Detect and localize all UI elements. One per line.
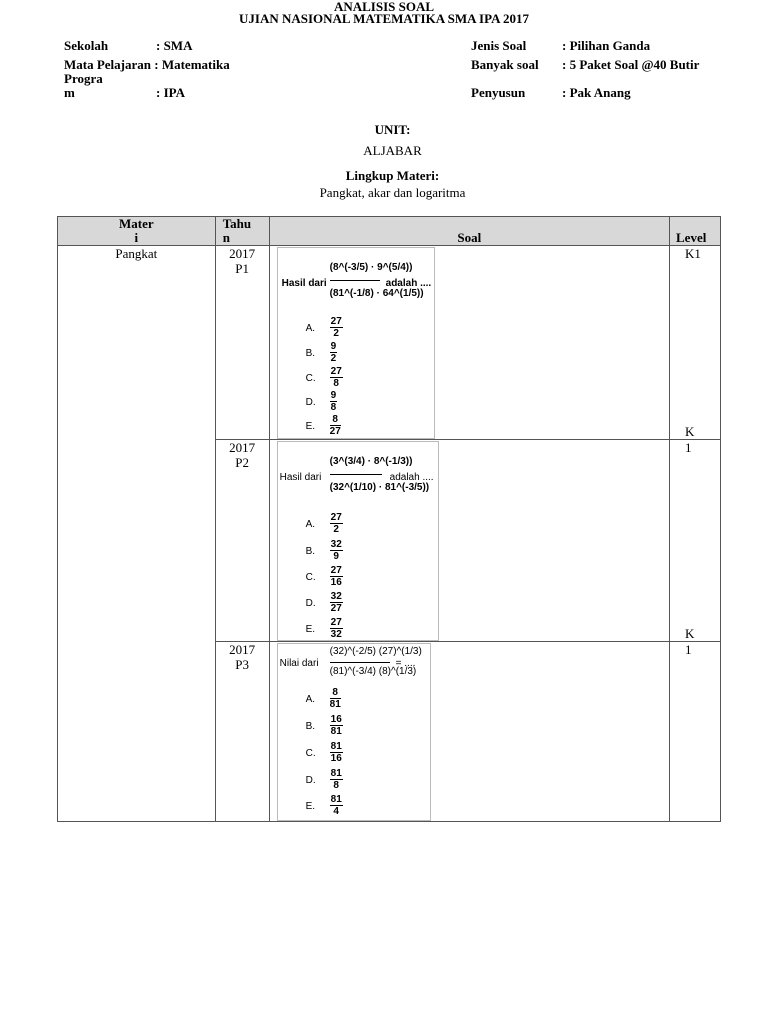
option-num: 27: [330, 565, 342, 576]
doc-subtitle: UJIAN NASIONAL MATEMATIKA SMA IPA 2017: [239, 11, 529, 26]
option-fraction: [330, 316, 343, 339]
tahun-cell: [215, 642, 269, 822]
lingkup-label: Lingkup Materi:: [345, 168, 440, 183]
option-num: 32: [330, 591, 342, 602]
paket-value: P2: [235, 455, 250, 470]
header-tahun-1: Tahu: [222, 216, 252, 231]
table-row: [58, 246, 721, 440]
level-value: 1: [685, 642, 692, 657]
tahun-value: 2017: [229, 642, 256, 657]
option-label: E.: [305, 624, 316, 635]
option-den: 27: [329, 426, 341, 437]
option-label: B.: [305, 721, 316, 732]
option-num: 8: [330, 414, 341, 426]
option-fraction: [330, 617, 343, 640]
option-den: 2: [333, 328, 339, 339]
option-label: E.: [305, 421, 316, 432]
jenis-label: Jenis Soal: [471, 38, 527, 53]
option-den: 16: [330, 577, 342, 588]
header-materi-1: Mater: [119, 216, 154, 231]
level-cell: [670, 246, 721, 440]
level-k-next: K: [685, 424, 695, 439]
option-num: 81: [330, 741, 342, 752]
option-num: 8: [330, 687, 341, 699]
option-num: 9: [330, 390, 337, 401]
option-label: A.: [305, 519, 316, 530]
tahun-value: 2017: [229, 440, 256, 455]
option-label: D.: [305, 775, 316, 786]
option-num: 27: [330, 617, 342, 628]
program-label-1: Progra: [64, 71, 103, 86]
level-value: 1: [685, 440, 692, 455]
option-label: B.: [305, 348, 316, 359]
option-num: 81: [330, 794, 342, 805]
question-numerator: (8^(-3/5) · 9^(5/4)): [329, 262, 413, 273]
header-level: Level: [670, 217, 721, 246]
mapel-label: Mata Pelajaran : Matematika: [64, 57, 230, 72]
option-den: 8: [330, 402, 337, 413]
option-den: 81: [330, 726, 342, 737]
option-num: 27: [330, 512, 342, 523]
tahun-cell: [215, 246, 269, 440]
banyak-label: Banyak soal: [471, 57, 539, 72]
option-label: A.: [305, 323, 316, 334]
tahun-value: 2017: [229, 246, 256, 261]
sekolah-label: Sekolah: [64, 38, 109, 53]
fraction-bar: [330, 280, 380, 281]
option-num: 32: [330, 539, 342, 550]
option-fraction: [330, 390, 338, 413]
option-label: D.: [305, 397, 316, 408]
question-prefix: Hasil dari: [281, 278, 327, 289]
level-cell: [670, 440, 721, 642]
program-value: : IPA: [156, 85, 186, 100]
question-image: [277, 441, 439, 641]
materi-value: Pangkat: [115, 246, 158, 261]
option-label: A.: [305, 694, 316, 705]
option-fraction: [330, 539, 343, 562]
header-tahun-2: n: [222, 230, 230, 245]
header-tahun: [215, 217, 269, 246]
option-fraction: [330, 366, 343, 389]
paket-value: P1: [235, 261, 250, 276]
banyak-value: : 5 Paket Soal @40 Butir: [562, 57, 700, 72]
option-label: B.: [305, 546, 316, 557]
option-den: 8: [333, 780, 339, 791]
option-fraction: [330, 768, 343, 791]
question-prefix: Hasil dari: [279, 472, 322, 483]
option-den: 4: [333, 806, 339, 817]
header-materi: [58, 217, 216, 246]
option-num: 27: [330, 366, 342, 377]
option-num: 81: [330, 768, 342, 779]
option-fraction: [330, 341, 338, 364]
option-label: E.: [305, 801, 316, 812]
paket-value: P3: [235, 657, 250, 672]
option-den: 9: [333, 551, 339, 562]
option-fraction: [330, 565, 343, 588]
option-num: 27: [330, 316, 342, 327]
question-suffix: adalah ....: [389, 472, 434, 483]
option-label: C.: [305, 572, 316, 583]
option-fraction: [330, 714, 343, 737]
unit-label: UNIT:: [374, 122, 411, 137]
level-value: K1: [685, 246, 701, 261]
option-fraction: [330, 794, 343, 817]
header-materi-2: i: [134, 230, 139, 245]
penyusun-value: : Pak Anang: [562, 85, 631, 100]
option-den: 2: [333, 524, 339, 535]
option-num: 16: [330, 714, 342, 725]
question-numerator: (32)^(-2/5) (27)^(1/3): [329, 646, 422, 657]
option-fraction: [330, 687, 341, 710]
soal-cell: [269, 440, 669, 642]
option-fraction: [330, 591, 343, 614]
question-denominator: (32^(1/10) · 81^(-3/5)): [329, 482, 430, 493]
soal-cell: [269, 642, 669, 822]
question-image: [277, 247, 435, 439]
option-den: 16: [330, 753, 342, 764]
option-num: 9: [330, 341, 337, 352]
option-fraction: [330, 741, 343, 764]
question-image: [277, 643, 431, 821]
sekolah-value: : SMA: [156, 38, 193, 53]
penyusun-label: Penyusun: [471, 85, 526, 100]
fraction-bar: [330, 662, 390, 663]
soal-table: [57, 216, 721, 822]
soal-cell: [269, 246, 669, 440]
option-den: 81: [329, 699, 341, 710]
header-soal: Soal: [269, 217, 669, 246]
option-fraction: [330, 512, 343, 535]
tahun-cell: [215, 440, 269, 642]
option-den: 8: [333, 378, 339, 389]
unit-value: ALJABAR: [363, 143, 422, 158]
option-den: 27: [330, 603, 342, 614]
question-prefix: Nilai dari: [279, 658, 319, 669]
option-fraction: [330, 414, 341, 437]
table-header-row: [58, 217, 721, 246]
program-label-2: m: [64, 85, 75, 100]
question-suffix: = ....: [395, 658, 416, 669]
lingkup-value: Pangkat, akar dan logaritma: [319, 185, 466, 200]
question-suffix: adalah ....: [385, 278, 432, 289]
jenis-value: : Pilihan Ganda: [562, 38, 651, 53]
option-label: C.: [305, 373, 316, 384]
option-den: 32: [330, 629, 342, 640]
question-denominator: (81^(-1/8) · 64^(1/5)): [329, 288, 424, 299]
option-den: 2: [330, 353, 337, 364]
level-k-next: K: [685, 626, 695, 641]
materi-cell: [58, 246, 216, 822]
doc-title: ANALISIS SOAL: [333, 0, 435, 14]
question-numerator: (3^(3/4) · 8^(-1/3)): [329, 456, 413, 467]
level-cell: [670, 642, 721, 822]
fraction-bar: [330, 474, 382, 475]
question-denominator: (81)^(-3/4) (8)^(1/3): [329, 666, 417, 677]
option-label: D.: [305, 598, 316, 609]
option-label: C.: [305, 748, 316, 759]
